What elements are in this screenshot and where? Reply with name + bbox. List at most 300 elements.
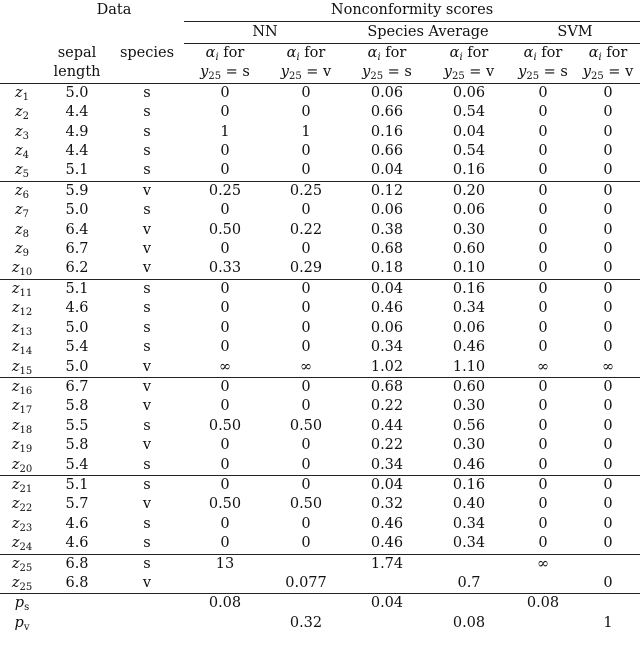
- table-row: [0, 534, 640, 554]
- header-alpha-for: [576, 44, 640, 64]
- alpha-symbol: α: [588, 45, 599, 61]
- score-cell: ∞: [510, 554, 576, 574]
- score-cell: 0.04: [346, 594, 428, 614]
- y-subscript: 25: [288, 71, 302, 83]
- score-cell: 1.02: [370, 358, 404, 375]
- sepal-length-cell: 6.7: [65, 241, 89, 258]
- row-sub: 3: [22, 130, 29, 142]
- row-label: [0, 554, 44, 574]
- sepal-length-cell: 5.8: [65, 437, 89, 454]
- species-cell: s: [143, 319, 151, 336]
- row-var: z: [11, 319, 20, 336]
- score-cell: 0.33: [208, 260, 242, 277]
- species-cell: s: [110, 279, 184, 299]
- row-sub: 17: [19, 405, 33, 417]
- score-cell: 0: [576, 181, 640, 201]
- score-cell: 0.66: [370, 104, 404, 121]
- sepal-length-cell: 6.8: [44, 554, 110, 574]
- table-row: [0, 161, 640, 181]
- score-cell: 0.16: [428, 279, 510, 299]
- score-cell: 0: [538, 123, 548, 140]
- species-cell: s: [143, 339, 151, 356]
- score-cell: 0: [301, 84, 311, 101]
- score-cell: 0: [538, 339, 548, 356]
- score-cell: 0.50: [208, 221, 242, 238]
- row-sub: 15: [19, 365, 33, 377]
- species-cell: v: [142, 221, 152, 238]
- for-label: for: [601, 45, 628, 61]
- header-y25-condition: [428, 63, 510, 83]
- row-var: z: [14, 202, 23, 219]
- score-cell: 0: [510, 279, 576, 299]
- score-cell: 0: [603, 515, 613, 532]
- species-cell: v: [142, 241, 152, 258]
- row-sub: s: [24, 602, 30, 614]
- row-sub: 25: [19, 562, 33, 574]
- score-cell: 0.06: [452, 84, 486, 101]
- alpha-subscript: i: [598, 52, 602, 63]
- y-subscript: 25: [590, 71, 604, 83]
- row-label: [0, 338, 44, 357]
- score-cell: 0: [266, 279, 346, 299]
- table-row: [0, 436, 640, 455]
- score-cell: 0.06: [370, 319, 404, 336]
- table-row: [0, 201, 640, 220]
- row-label: [0, 221, 44, 240]
- score-cell: 0: [576, 377, 640, 397]
- row-var: z: [11, 417, 20, 434]
- score-cell: 0: [220, 515, 230, 532]
- score-cell: 0.06: [452, 319, 486, 336]
- score-cell: 0.18: [370, 260, 404, 277]
- row-sub: 10: [19, 267, 33, 279]
- alpha-symbol: α: [205, 45, 216, 61]
- row-sub: 23: [19, 522, 33, 534]
- species-cell: s: [143, 162, 151, 179]
- table-row: [0, 515, 640, 534]
- score-cell: 0.04: [346, 279, 428, 299]
- row-label: [0, 201, 44, 220]
- score-cell: [266, 554, 346, 574]
- score-cell: [184, 614, 266, 633]
- score-cell: 0: [184, 377, 266, 397]
- score-cell: 0.34: [452, 535, 486, 552]
- row-label: [0, 123, 44, 142]
- score-cell: 0.50: [208, 496, 242, 513]
- header-alpha-for: [266, 44, 346, 64]
- row-sub: 2: [22, 111, 29, 123]
- score-cell: 0.12: [346, 181, 428, 201]
- table-row: [0, 495, 640, 514]
- y-subscript: 25: [370, 71, 384, 83]
- row-var: z: [11, 358, 20, 375]
- score-cell: [266, 594, 346, 614]
- score-cell: 0.50: [208, 417, 242, 434]
- table-row: [0, 594, 640, 614]
- score-cell: 0.66: [370, 143, 404, 160]
- row-sub: 14: [19, 346, 33, 358]
- score-cell: 0: [538, 162, 548, 179]
- score-cell: 0: [538, 84, 548, 101]
- score-cell: 0: [603, 260, 613, 277]
- eq-label: = s: [539, 64, 568, 81]
- row-var: z: [14, 162, 23, 179]
- sepal-length-cell: 6.7: [44, 377, 110, 397]
- score-cell: 0: [538, 456, 548, 473]
- species-cell: v: [142, 574, 152, 591]
- score-cell: 0.46: [370, 535, 404, 552]
- alpha-subscript: i: [377, 52, 381, 63]
- row-label: [0, 614, 44, 633]
- score-cell: 0.08: [510, 594, 576, 614]
- score-cell: 1: [301, 123, 311, 140]
- row-label: [0, 417, 44, 436]
- score-cell: 0: [266, 377, 346, 397]
- y-symbol: y: [280, 64, 289, 81]
- score-cell: 0: [538, 417, 548, 434]
- table-row: [0, 103, 640, 122]
- score-cell: 0.29: [289, 260, 323, 277]
- score-cell: 0: [301, 456, 311, 473]
- score-cell: [346, 614, 428, 633]
- species-cell: v: [142, 398, 152, 415]
- row-sub: 24: [19, 542, 33, 554]
- species-cell: s: [143, 123, 151, 140]
- species-cell: s: [143, 143, 151, 160]
- score-cell: 0.16: [370, 123, 404, 140]
- score-cell: 0.077: [285, 574, 327, 591]
- score-cell: 0: [220, 202, 230, 219]
- row-sub: 12: [19, 307, 33, 319]
- score-cell: 0: [603, 398, 613, 415]
- sepal-length-cell: 5.1: [44, 279, 110, 299]
- score-cell: 0.34: [452, 300, 486, 317]
- score-cell: [428, 554, 510, 574]
- score-cell: 0.40: [452, 496, 486, 513]
- score-cell: 0.30: [452, 398, 486, 415]
- score-cell: 0: [603, 319, 613, 336]
- header-species: species: [119, 44, 175, 61]
- score-cell: 0: [220, 319, 230, 336]
- row-var: z: [11, 515, 20, 532]
- score-cell: 0.54: [452, 104, 486, 121]
- score-cell: 0: [538, 515, 548, 532]
- table-row: [0, 397, 640, 416]
- alpha-symbol: α: [286, 45, 297, 61]
- species-cell: s: [143, 456, 151, 473]
- species-cell: s: [143, 202, 151, 219]
- for-label: for: [299, 45, 326, 61]
- score-cell: 0: [603, 496, 613, 513]
- alpha-subscript: i: [459, 52, 463, 63]
- row-sub: 7: [22, 209, 29, 221]
- score-cell: 0.20: [428, 181, 510, 201]
- sepal-length-cell: 5.1: [65, 162, 89, 179]
- row-label: [0, 574, 44, 594]
- row-sub: 1: [22, 91, 29, 103]
- sepal-length-cell: [44, 594, 110, 614]
- eq-label: = s: [221, 64, 250, 81]
- sepal-length-cell: 6.2: [65, 260, 89, 277]
- species-cell: s: [143, 515, 151, 532]
- score-cell: 1: [603, 614, 613, 631]
- score-cell: 0: [301, 319, 311, 336]
- header-nn: NN: [184, 22, 346, 44]
- species-cell: s: [110, 475, 184, 495]
- score-cell: 0.56: [452, 417, 486, 434]
- row-sub: 13: [19, 326, 33, 338]
- score-cell: 0.08: [184, 594, 266, 614]
- row-var: z: [14, 182, 23, 199]
- score-cell: 0: [220, 398, 230, 415]
- score-cell: [576, 554, 640, 574]
- score-cell: 0: [510, 377, 576, 397]
- score-cell: 0.22: [370, 398, 404, 415]
- score-cell: 0.06: [370, 202, 404, 219]
- table-row: [0, 475, 640, 495]
- score-cell: 0: [603, 456, 613, 473]
- score-cell: 0.30: [452, 221, 486, 238]
- header-y25-condition: [184, 63, 266, 83]
- row-sub: 11: [19, 287, 33, 299]
- row-var: z: [11, 574, 20, 591]
- score-cell: 0: [538, 104, 548, 121]
- score-cell: 1.10: [452, 358, 486, 375]
- score-cell: 0.54: [452, 143, 486, 160]
- score-cell: ∞: [299, 358, 313, 375]
- score-cell: 0.38: [370, 221, 404, 238]
- row-label: [0, 358, 44, 378]
- row-var: p: [14, 595, 25, 612]
- y-subscript: 25: [451, 71, 465, 83]
- score-cell: 1: [220, 123, 230, 140]
- row-label: [0, 279, 44, 299]
- table-body: [0, 83, 640, 633]
- score-cell: 0: [603, 84, 613, 101]
- row-label: [0, 397, 44, 416]
- score-cell: 0: [301, 300, 311, 317]
- row-label: [0, 436, 44, 455]
- score-cell: 0: [603, 574, 613, 591]
- eq-label: = v: [464, 64, 495, 81]
- header-y25-condition: [266, 63, 346, 83]
- sepal-length-cell: 5.8: [65, 398, 89, 415]
- score-cell: 0: [538, 535, 548, 552]
- header-alpha-for: [346, 44, 428, 64]
- y-symbol: y: [443, 64, 452, 81]
- row-label: [0, 594, 44, 614]
- sepal-length-cell: 5.0: [65, 319, 89, 336]
- row-label: [0, 103, 44, 122]
- sepal-length-cell: 4.4: [65, 143, 89, 160]
- species-cell: [110, 614, 184, 633]
- row-var: z: [11, 378, 20, 395]
- score-cell: 0.44: [370, 417, 404, 434]
- score-cell: 0: [266, 475, 346, 495]
- row-sub: 21: [19, 483, 33, 495]
- row-sub: 5: [22, 169, 29, 181]
- table-row: [0, 142, 640, 161]
- table-row: [0, 456, 640, 476]
- species-cell: s: [143, 417, 151, 434]
- row-label: [0, 456, 44, 476]
- header-sepal: sepal: [57, 44, 97, 61]
- table-row: [0, 554, 640, 574]
- row-var: z: [14, 84, 23, 101]
- score-cell: 0.46: [370, 515, 404, 532]
- score-cell: 0: [603, 221, 613, 238]
- sepal-length-cell: 5.5: [65, 417, 89, 434]
- eq-label: = s: [383, 64, 412, 81]
- score-cell: 0.04: [370, 162, 404, 179]
- species-cell: v: [142, 358, 152, 375]
- eq-label: = v: [603, 64, 634, 81]
- row-label: [0, 377, 44, 397]
- score-cell: 0: [220, 300, 230, 317]
- table-row: [0, 358, 640, 378]
- sepal-length-cell: 4.6: [65, 535, 89, 552]
- species-cell: v: [142, 496, 152, 513]
- row-var: z: [14, 104, 23, 121]
- row-sub: v: [23, 621, 30, 633]
- row-var: z: [14, 241, 23, 258]
- score-cell: 0.32: [289, 614, 323, 631]
- score-cell: 0.08: [452, 614, 486, 631]
- row-label: [0, 181, 44, 201]
- score-cell: 0: [538, 202, 548, 219]
- row-var: z: [11, 300, 20, 317]
- row-sub: 22: [19, 503, 33, 515]
- species-cell: v: [142, 260, 152, 277]
- sepal-length-cell: 4.9: [65, 123, 89, 140]
- species-cell: [110, 594, 184, 614]
- score-cell: 0: [538, 241, 548, 258]
- score-cell: 0: [538, 398, 548, 415]
- row-var: z: [11, 339, 20, 356]
- score-cell: 0: [184, 475, 266, 495]
- sepal-length-cell: 6.4: [65, 221, 89, 238]
- sepal-length-cell: 5.9: [44, 181, 110, 201]
- row-sub: 18: [19, 424, 33, 436]
- table-row: [0, 417, 640, 436]
- score-cell: 0: [576, 279, 640, 299]
- score-cell: 0.06: [452, 202, 486, 219]
- score-cell: 0: [510, 475, 576, 495]
- row-var: z: [11, 437, 20, 454]
- score-cell: 0.04: [346, 475, 428, 495]
- score-cell: 0: [603, 437, 613, 454]
- row-sub: 4: [22, 150, 29, 162]
- row-var: z: [11, 476, 20, 493]
- score-cell: 0: [184, 279, 266, 299]
- score-cell: 0.60: [428, 377, 510, 397]
- row-label: [0, 240, 44, 259]
- species-cell: v: [142, 437, 152, 454]
- species-cell: s: [143, 84, 151, 101]
- header-alpha-for: [428, 44, 510, 64]
- score-cell: 0: [301, 202, 311, 219]
- row-var: p: [14, 614, 24, 631]
- score-cell: 0: [603, 535, 613, 552]
- score-cell: 0.46: [370, 300, 404, 317]
- score-cell: 0.50: [289, 496, 323, 513]
- header-length: length: [44, 63, 110, 83]
- score-cell: [576, 594, 640, 614]
- score-cell: 0.25: [266, 181, 346, 201]
- species-cell: v: [110, 377, 184, 397]
- sepal-length-cell: 5.4: [65, 456, 89, 473]
- row-label: [0, 475, 44, 495]
- score-cell: ∞: [601, 358, 615, 375]
- score-cell: [184, 574, 266, 594]
- score-cell: 0.46: [452, 339, 486, 356]
- score-cell: 0.22: [370, 437, 404, 454]
- score-cell: 0: [538, 143, 548, 160]
- for-label: for: [536, 45, 563, 61]
- score-cell: 0.46: [452, 456, 486, 473]
- score-cell: 0: [603, 339, 613, 356]
- score-cell: 0: [510, 181, 576, 201]
- row-sub: 9: [22, 248, 29, 260]
- score-cell: 0: [538, 319, 548, 336]
- score-cell: 0: [220, 456, 230, 473]
- score-cell: 0: [220, 241, 230, 258]
- score-cell: 0: [301, 515, 311, 532]
- header-y25-condition: [346, 63, 428, 83]
- score-cell: 1.74: [346, 554, 428, 574]
- score-cell: [346, 574, 428, 594]
- score-cell: 0: [301, 241, 311, 258]
- score-cell: 0.7: [457, 574, 481, 591]
- row-var: z: [14, 123, 23, 140]
- score-cell: 0.25: [184, 181, 266, 201]
- alpha-symbol: α: [449, 45, 460, 61]
- table-row: [0, 574, 640, 594]
- score-cell: 0.34: [370, 456, 404, 473]
- score-cell: 0: [301, 535, 311, 552]
- score-cell: 0.04: [452, 123, 486, 140]
- header-y25-condition: [510, 63, 576, 83]
- score-cell: 0: [301, 143, 311, 160]
- row-label: [0, 161, 44, 181]
- row-var: z: [11, 398, 20, 415]
- row-sub: 6: [22, 189, 29, 201]
- score-cell: 0.10: [452, 260, 486, 277]
- row-var: z: [11, 496, 20, 513]
- table-row: [0, 614, 640, 633]
- row-sub: 20: [19, 463, 33, 475]
- row-var: z: [11, 535, 20, 552]
- score-cell: 0: [603, 417, 613, 434]
- score-cell: 0.60: [452, 241, 486, 258]
- y-symbol: y: [200, 64, 209, 81]
- header-nonconformity-scores: Nonconformity scores: [184, 0, 640, 22]
- score-cell: 0: [301, 104, 311, 121]
- species-cell: s: [110, 554, 184, 574]
- score-cell: 0.50: [289, 417, 323, 434]
- y-symbol: y: [582, 64, 591, 81]
- row-var: z: [11, 260, 20, 277]
- score-cell: 0: [220, 339, 230, 356]
- score-cell: 0.68: [370, 241, 404, 258]
- header-svm: SVM: [510, 22, 640, 44]
- score-cell: [510, 614, 576, 633]
- row-label: [0, 259, 44, 279]
- eq-label: = v: [301, 64, 332, 81]
- table-row: [0, 221, 640, 240]
- row-label: [0, 142, 44, 161]
- score-cell: 0.34: [452, 515, 486, 532]
